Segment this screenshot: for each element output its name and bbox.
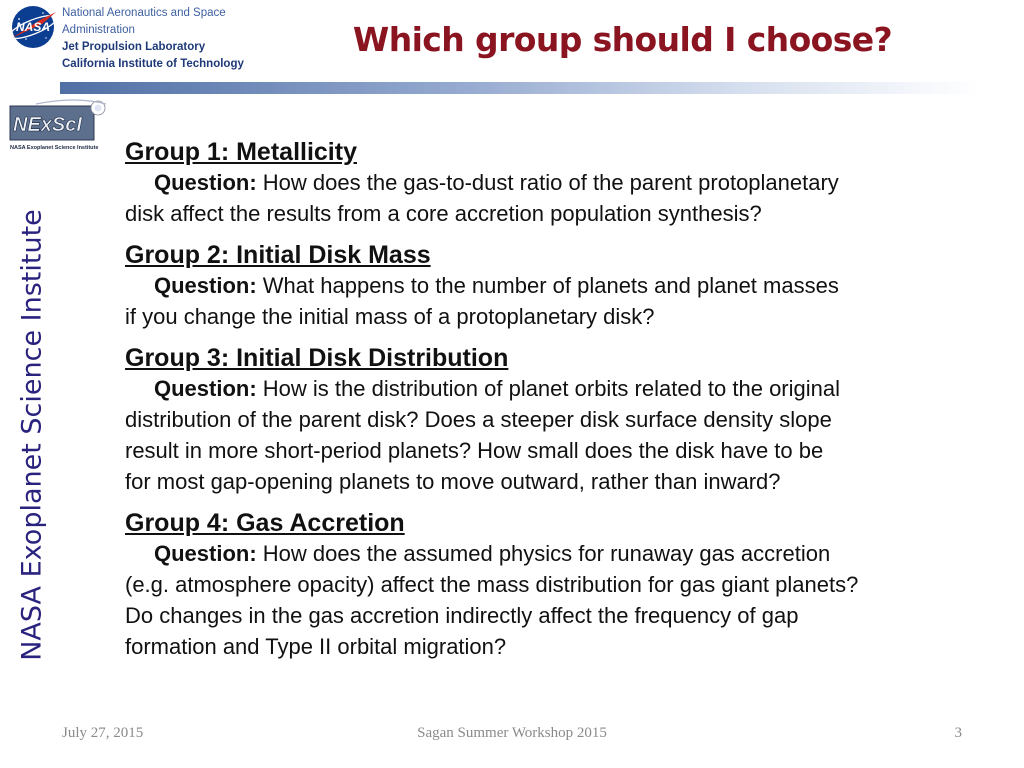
question-label: Question: xyxy=(154,170,257,195)
sidebar-vertical-text: NASA Exoplanet Science Institute xyxy=(16,209,48,661)
question-line xyxy=(125,167,1005,198)
group-2 xyxy=(125,240,1005,332)
question-text: What happens to the number of planets and planet masses xyxy=(262,273,839,298)
question-label: Question: xyxy=(154,376,257,401)
group-4 xyxy=(125,508,1005,662)
question-line xyxy=(125,270,1005,301)
question-continued: distribution of the parent disk? Does a steeper disk surface density slope xyxy=(125,407,832,432)
agency-line-2: Administration xyxy=(62,24,135,36)
question-continued: if you change the initial mass of a protoplanetary disk? xyxy=(125,304,655,329)
question-text: How is the distribution of planet orbits related to the original xyxy=(262,376,841,401)
group-3 xyxy=(125,343,1005,497)
question-text: How does the assumed physics for runaway gas accretion xyxy=(262,541,831,566)
question-continued: Do changes in the gas accretion indirectly affect the frequency of gap xyxy=(125,603,799,628)
group-1 xyxy=(125,137,1005,229)
nexsci-logo-text: NExScI xyxy=(13,114,82,136)
question-continued: for most gap-opening planets to move outward, rather than inward? xyxy=(125,469,781,494)
header-divider xyxy=(60,82,980,94)
agency-line-3: Jet Propulsion Laboratory xyxy=(62,41,206,53)
question-continued: formation and Type II orbital migration? xyxy=(125,634,507,659)
question-line xyxy=(125,538,1005,569)
group-title: Group 2: Initial Disk Mass xyxy=(125,241,431,269)
nexsci-caption: NASA Exoplanet Science Institute xyxy=(10,145,99,151)
group-title: Group 4: Gas Accretion xyxy=(125,509,405,537)
agency-line-4: California Institute of Technology xyxy=(62,58,244,70)
page-title: Which group should I choose? xyxy=(352,20,893,59)
group-title: Group 3: Initial Disk Distribution xyxy=(125,344,509,372)
nasa-logo-text: NASA xyxy=(15,20,51,34)
question-line xyxy=(125,373,1005,404)
nexsci-logo xyxy=(6,98,110,154)
question-continued: disk affect the results from a core accretion population synthesis? xyxy=(125,201,762,226)
footer-date: July 27, 2015 xyxy=(62,725,144,741)
question-label: Question: xyxy=(154,273,257,298)
question-continued: (e.g. atmosphere opacity) affect the mass distribution for gas giant planets? xyxy=(125,572,859,597)
sidebar-vertical-wrap xyxy=(0,160,64,710)
question-label: Question: xyxy=(154,541,257,566)
question-text: How does the gas-to-dust ratio of the parent protoplanetary xyxy=(262,170,839,195)
footer-event: Sagan Summer Workshop 2015 xyxy=(417,725,607,741)
groups-list xyxy=(125,137,1005,673)
agency-line-1: National Aeronautics and Space xyxy=(62,7,226,19)
group-title: Group 1: Metallicity xyxy=(125,138,357,166)
page-number: 3 xyxy=(954,725,962,741)
question-continued: result in more short-period planets? How small does the disk have to be xyxy=(125,438,824,463)
